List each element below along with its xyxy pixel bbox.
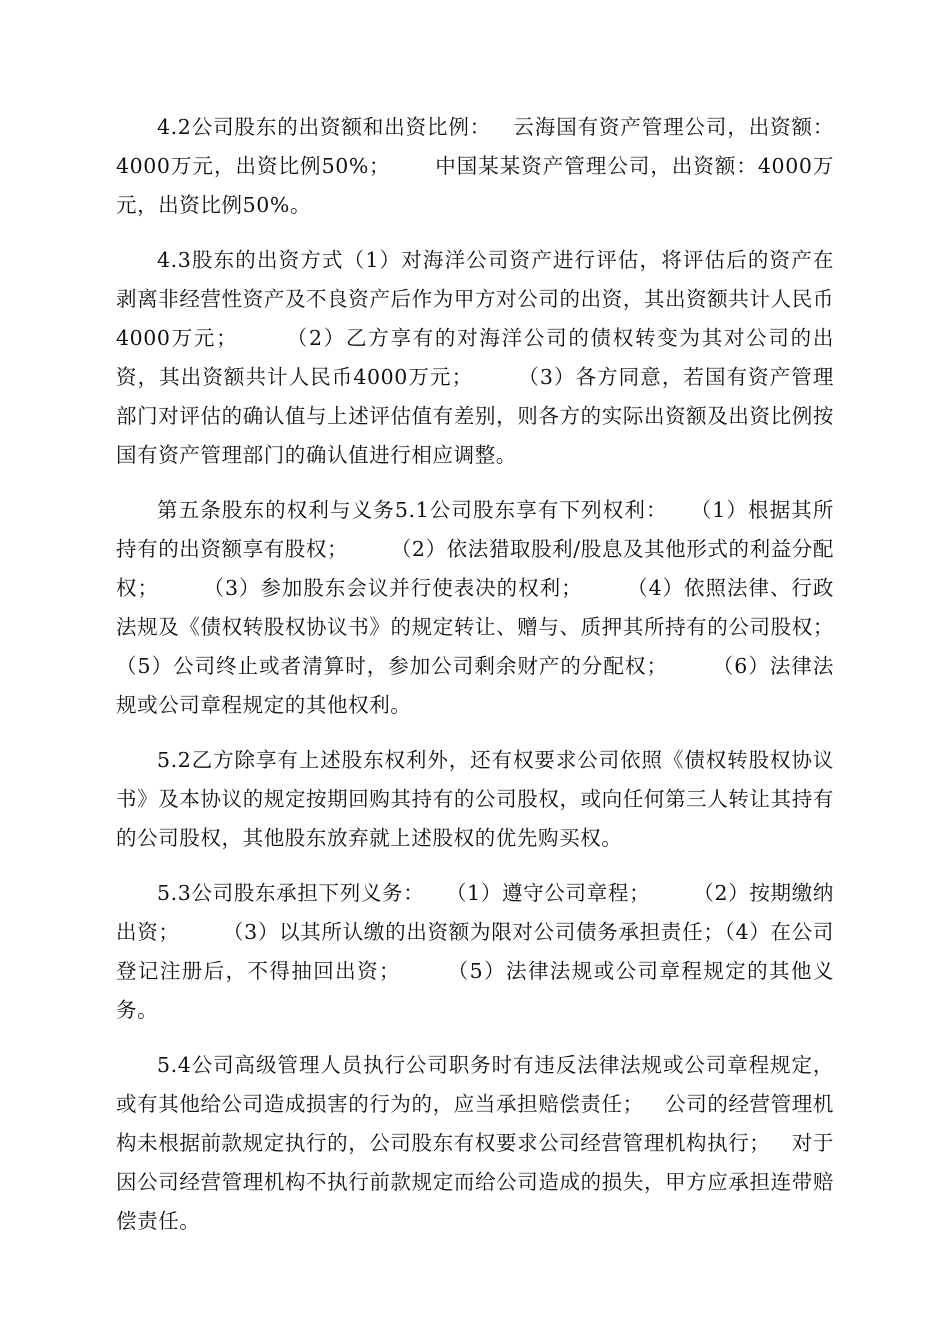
- paragraph-5-4-liability: 5.4公司高级管理人员执行公司职务时有违反法律法规或公司章程规定，或有其他给公司造成损害的行为的，应当承担赔偿责任； 公司的经营管理机构未根据前款规定执行的，公司股东有权要求公司经营管理机构执行； 对于因公司经营管理机构不执行前款规定而给公司造成的损失，甲方应承担连带赔偿责任。: [116, 1053, 834, 1233]
- paragraph-5-1-shareholder-rights: 第五条股东的权利与义务5.1公司股东享有下列权利： （1）根据其所持有的出资额享有股权； （2）依法猎取股利/股息及其他形式的利益分配权； （3）参加股东会议并行使表决的权利； （4）依照法律、行政法规及《债权转股权协议书》的规定转让、赠与、质押其所持有的公司股权； （5）公司终止或者清算时，参加公司剩余财产的分配权； （6）法律法规或公司章程规定的其他权利。: [116, 498, 877, 717]
- paragraph-5-2-repurchase-right: 5.2乙方除享有上述股东权利外，还有权要求公司依照《债权转股权协议书》及本协议的规定按期回购其持有的公司股权，或向任何第三人转让其持有的公司股权，其他股东放弃就上述股权的优先购买权。: [116, 748, 834, 850]
- paragraph-4-3-contribution-method: 4.3股东的出资方式（1）对海洋公司资产进行评估，将评估后的资产在剥离非经营性资产及不良资产后作为甲方对公司的出资，其出资额共计人民币4000万元； （2）乙方享有的对海洋公司的债权转变为其对公司的出资，其出资额共计人民币4000万元； （3）各方同意，若国有资产管理部门对评估的确认值与上述评估值有差别，则各方的实际出资额及出资比例按国有资产管理部门的确认值进行相应调整。: [116, 248, 834, 467]
- paragraph-5-3-shareholder-obligations: 5.3公司股东承担下列义务： （1）遵守公司章程； （2）按期缴纳出资； （3）以其所认缴的出资额为限对公司债务承担责任；（4）在公司登记注册后，不得抽回出资； （5）法律法规或公司章程规定的其他义务。: [116, 881, 834, 1022]
- paragraph-4-2-capital-contribution: 4.2公司股东的出资额和出资比例： 云海国有资产管理公司，出资额：4000万元，出资比例50%； 中国某某资产管理公司，出资额：4000万元，出资比例50%。: [116, 115, 834, 217]
- document-body: [116, 108, 877, 1257]
